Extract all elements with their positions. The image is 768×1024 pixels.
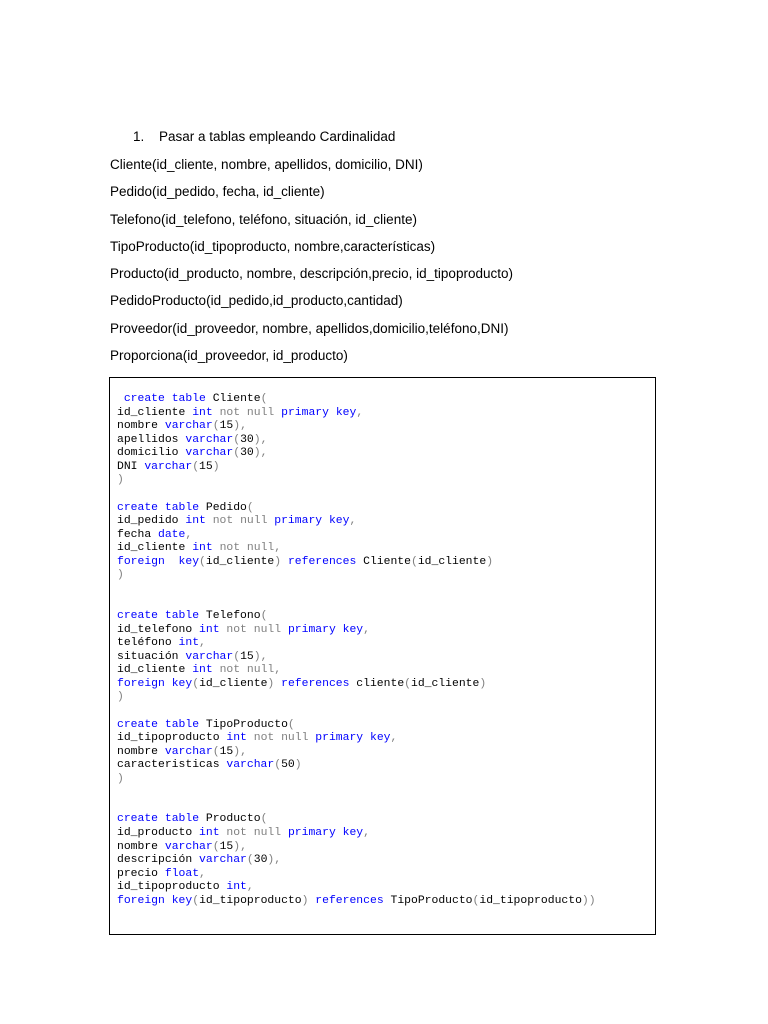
code-token xyxy=(322,515,329,527)
code-token: nombre xyxy=(117,840,165,853)
code-token: id_cliente xyxy=(117,406,193,419)
code-token: int xyxy=(178,637,200,650)
code-token: not xyxy=(212,515,234,528)
code-line xyxy=(117,407,596,421)
code-token xyxy=(363,732,370,744)
code-token: fecha xyxy=(117,528,159,541)
code-token: id_cliente xyxy=(205,555,275,568)
code-line xyxy=(117,502,596,516)
code-token: primary xyxy=(287,827,336,839)
code-token: TipoProducto xyxy=(199,718,288,731)
schema-line: Pedido(id_pedido, fecha, id_cliente) xyxy=(110,184,325,200)
code-token: , xyxy=(349,515,357,528)
code-line xyxy=(117,624,596,638)
schema-line: PedidoProducto(id_pedido,id_producto,cantidad) xyxy=(110,293,403,309)
code-token: ), xyxy=(253,433,268,446)
code-token: ( xyxy=(199,555,206,568)
code-token: ( xyxy=(472,894,480,907)
code-token: null xyxy=(253,623,282,636)
code-token: 15 xyxy=(240,650,254,663)
code-line xyxy=(117,651,596,665)
code-token xyxy=(329,407,336,419)
schema-line: Cliente(id_cliente, nombre, apellidos, domicilio, DNI) xyxy=(110,157,423,172)
code-token: nombre xyxy=(117,745,165,758)
code-token xyxy=(281,556,288,568)
code-token: table xyxy=(164,501,200,514)
code-token: ) xyxy=(117,691,124,704)
code-line xyxy=(117,868,596,882)
code-token: Telefono xyxy=(199,610,261,622)
code-token: primary xyxy=(315,732,364,745)
code-token: domicilio xyxy=(117,447,186,460)
code-token: id_tipoproducto xyxy=(117,881,227,894)
code-token xyxy=(336,827,343,839)
code-token: create xyxy=(117,610,159,622)
code-line xyxy=(117,569,596,583)
code-token xyxy=(213,407,220,419)
code-token: ) xyxy=(117,569,124,582)
code-token: int xyxy=(192,406,213,419)
code-token xyxy=(165,556,179,568)
code-token xyxy=(281,827,288,839)
code-token: varchar xyxy=(185,650,234,663)
code-token: table xyxy=(164,813,200,826)
code-token: foreign xyxy=(117,555,165,568)
code-token: ) xyxy=(212,460,220,473)
code-token: id_producto xyxy=(117,827,200,839)
code-token: ) xyxy=(117,772,124,785)
code-token: create xyxy=(123,393,165,405)
code-token xyxy=(247,732,254,744)
code-token: ( xyxy=(212,745,220,758)
code-token: 15 xyxy=(199,460,213,473)
code-token: teléfono xyxy=(117,637,179,650)
code-token: , xyxy=(246,881,254,894)
code-token: Producto xyxy=(199,813,261,826)
code-token: id_cliente xyxy=(411,677,480,690)
code-token: ), xyxy=(253,447,268,460)
code-token: ( xyxy=(192,894,200,907)
code-token: ( xyxy=(410,555,418,568)
code-token: id_pedido xyxy=(117,515,186,528)
code-token: references xyxy=(315,894,384,907)
code-token: ( xyxy=(192,677,200,690)
code-token xyxy=(213,664,220,676)
code-token: references xyxy=(281,677,350,690)
code-token: key xyxy=(328,515,350,528)
code-token xyxy=(281,624,288,636)
code-token: ( xyxy=(233,447,241,460)
code-token xyxy=(213,542,220,554)
code-token: int xyxy=(192,542,213,555)
code-token: id_tipoproducto xyxy=(199,894,302,907)
code-token: nombre xyxy=(117,420,165,433)
code-token xyxy=(165,895,172,907)
code-token: key xyxy=(342,623,364,636)
code-line xyxy=(117,637,596,651)
code-token: id_cliente xyxy=(417,555,487,568)
code-token: ) xyxy=(486,555,494,568)
code-token: create xyxy=(117,718,159,731)
code-token xyxy=(165,678,172,690)
code-token: ), xyxy=(267,854,282,867)
code-token: create xyxy=(117,501,159,514)
code-token: null xyxy=(246,542,275,555)
code-token xyxy=(336,624,343,636)
code-token: caracteristicas xyxy=(117,759,227,772)
code-token: ) xyxy=(267,677,275,690)
code-token: TipoProducto xyxy=(383,894,473,907)
code-token: ) xyxy=(117,474,124,487)
code-line xyxy=(117,583,596,597)
code-line xyxy=(117,529,596,543)
code-token: ( xyxy=(212,840,220,853)
code-token: id_cliente xyxy=(117,542,193,555)
code-token: varchar xyxy=(226,759,275,772)
code-token: varchar xyxy=(199,854,247,867)
code-token: , xyxy=(363,623,370,636)
code-token xyxy=(247,624,254,636)
code-token: not xyxy=(219,406,241,419)
code-line xyxy=(117,705,596,719)
code-token: float xyxy=(164,867,200,880)
code-line xyxy=(117,719,596,733)
code-token: apellidos xyxy=(117,433,186,446)
code-token: Cliente xyxy=(356,555,411,568)
code-token: primary xyxy=(281,406,329,419)
code-token: , xyxy=(356,406,364,419)
code-token: ), xyxy=(253,650,268,663)
code-line xyxy=(117,786,596,800)
sql-code xyxy=(117,393,596,908)
code-token: key xyxy=(171,677,193,690)
code-token: 30 xyxy=(253,854,268,867)
code-token: varchar xyxy=(144,460,193,473)
code-line xyxy=(117,488,596,502)
code-token: not xyxy=(226,827,247,839)
exercise-title: Pasar a tablas empleando Cardinalidad xyxy=(159,129,396,144)
code-token: null xyxy=(253,827,282,839)
code-token: id_tipoproducto xyxy=(479,894,582,907)
code-token: varchar xyxy=(164,745,213,758)
code-token xyxy=(240,664,247,676)
code-token: foreign xyxy=(117,894,165,907)
code-token: null xyxy=(240,515,268,528)
code-line xyxy=(117,813,596,827)
code-token: id_cliente xyxy=(199,677,268,690)
code-token: ( xyxy=(274,759,282,772)
code-token: not xyxy=(219,542,241,555)
code-line xyxy=(117,610,596,624)
code-token: Pedido xyxy=(199,501,247,514)
code-token: , xyxy=(274,542,282,555)
code-line xyxy=(117,678,596,692)
code-token: foreign xyxy=(117,677,165,690)
code-token xyxy=(206,515,213,527)
code-token: precio xyxy=(117,867,165,880)
code-token: 30 xyxy=(240,447,254,460)
code-token: ) xyxy=(294,759,302,772)
code-token: id_tipoproducto xyxy=(117,732,227,745)
code-token: int xyxy=(199,623,220,636)
code-token xyxy=(158,719,165,731)
code-token xyxy=(240,542,247,554)
code-line xyxy=(117,664,596,678)
code-line xyxy=(117,556,596,570)
code-line xyxy=(117,759,596,773)
code-token: ( xyxy=(233,650,241,663)
code-token: create xyxy=(117,813,159,826)
exercise-number: 1. xyxy=(133,129,145,144)
code-token xyxy=(165,393,172,405)
code-line xyxy=(117,434,596,448)
code-token: references xyxy=(287,555,357,568)
code-line xyxy=(117,827,596,841)
code-token xyxy=(158,610,165,622)
code-line xyxy=(117,474,596,488)
code-token: ( xyxy=(287,718,295,731)
code-token: ( xyxy=(192,460,200,473)
code-token: null xyxy=(246,406,275,419)
code-token: int xyxy=(199,827,220,839)
code-token: )) xyxy=(581,894,596,907)
code-token: null xyxy=(281,732,309,745)
code-token: 30 xyxy=(240,433,254,446)
code-token: descripción xyxy=(117,854,200,867)
code-token: ( xyxy=(260,610,268,622)
schema-line: Proveedor(id_proveedor, nombre, apellidos,domicilio,teléfono,DNI) xyxy=(110,320,509,336)
code-token xyxy=(247,827,254,839)
schema-list xyxy=(110,156,513,374)
code-line xyxy=(117,881,596,895)
code-token: , xyxy=(363,827,370,839)
code-line xyxy=(117,691,596,705)
code-line xyxy=(117,895,596,909)
schema-line: Telefono(id_telefono, teléfono, situación, id_cliente) xyxy=(110,211,417,227)
code-token: table xyxy=(164,718,200,731)
code-token: ) xyxy=(301,894,309,907)
code-token: Cliente xyxy=(205,393,261,405)
code-token: 15 xyxy=(219,420,234,433)
code-token: cliente xyxy=(349,677,405,690)
code-token: table xyxy=(171,393,206,405)
code-token: key xyxy=(335,406,357,419)
code-line xyxy=(117,542,596,556)
code-token xyxy=(240,407,247,419)
code-token: int xyxy=(226,732,247,745)
code-token: DNI xyxy=(117,460,145,473)
code-line xyxy=(117,841,596,855)
code-token: varchar xyxy=(164,840,213,853)
code-token: 15 xyxy=(219,745,234,758)
code-token: ), xyxy=(233,420,247,433)
code-line xyxy=(117,800,596,814)
code-token: int xyxy=(185,515,206,528)
code-line xyxy=(117,732,596,746)
schema-line: TipoProducto(id_tipoproducto, nombre,características) xyxy=(110,238,436,254)
code-token: ( xyxy=(233,433,241,446)
code-token: not xyxy=(253,732,275,745)
code-token: id_cliente xyxy=(117,664,193,677)
code-token: ), xyxy=(233,745,247,758)
code-line xyxy=(117,596,596,610)
code-token xyxy=(158,813,165,825)
code-line xyxy=(117,773,596,787)
code-token: ( xyxy=(260,813,268,826)
code-line xyxy=(117,420,596,434)
code-token: primary xyxy=(287,623,336,636)
code-line xyxy=(117,746,596,760)
code-token: , xyxy=(199,637,206,650)
code-token: int xyxy=(192,664,213,677)
code-token: null xyxy=(246,664,275,677)
code-token xyxy=(158,502,165,514)
code-token: ( xyxy=(246,501,254,514)
code-token: date xyxy=(158,528,186,541)
code-line xyxy=(117,393,596,407)
code-line xyxy=(117,854,596,868)
schema-line: Producto(id_producto, nombre, descripción,precio, id_tipoproducto) xyxy=(110,266,513,282)
code-token: , xyxy=(274,664,282,677)
exercise-heading xyxy=(133,129,395,144)
code-token: varchar xyxy=(185,433,234,446)
code-token: , xyxy=(199,867,206,880)
code-token: ) xyxy=(479,677,487,690)
code-token: 15 xyxy=(219,840,234,853)
code-token: 50 xyxy=(281,759,295,772)
code-token: ), xyxy=(233,840,247,853)
code-token: ( xyxy=(212,420,220,433)
schema-line: Proporciona(id_proveedor, id_producto) xyxy=(110,348,348,364)
code-token: varchar xyxy=(185,447,234,460)
code-token xyxy=(117,393,124,405)
code-token: , xyxy=(185,528,193,541)
sql-code-box xyxy=(109,377,656,935)
code-token: ( xyxy=(260,393,268,405)
code-token: primary xyxy=(274,515,323,528)
code-token: ( xyxy=(404,677,411,690)
code-line xyxy=(117,515,596,529)
code-line xyxy=(117,461,596,475)
code-token: , xyxy=(390,732,398,745)
code-token: table xyxy=(164,610,200,622)
code-token: key xyxy=(171,894,193,907)
code-token: key xyxy=(178,555,200,568)
code-token: not xyxy=(219,664,241,677)
code-token: int xyxy=(226,881,247,894)
code-token: id_telefono xyxy=(117,623,200,636)
code-token: ) xyxy=(274,555,282,568)
code-token: key xyxy=(342,827,364,839)
code-token: key xyxy=(369,732,391,745)
code-token: not xyxy=(226,623,247,636)
code-line xyxy=(117,447,596,461)
code-token: varchar xyxy=(164,420,213,433)
code-token: ( xyxy=(246,854,254,867)
code-token: situación xyxy=(117,650,186,663)
